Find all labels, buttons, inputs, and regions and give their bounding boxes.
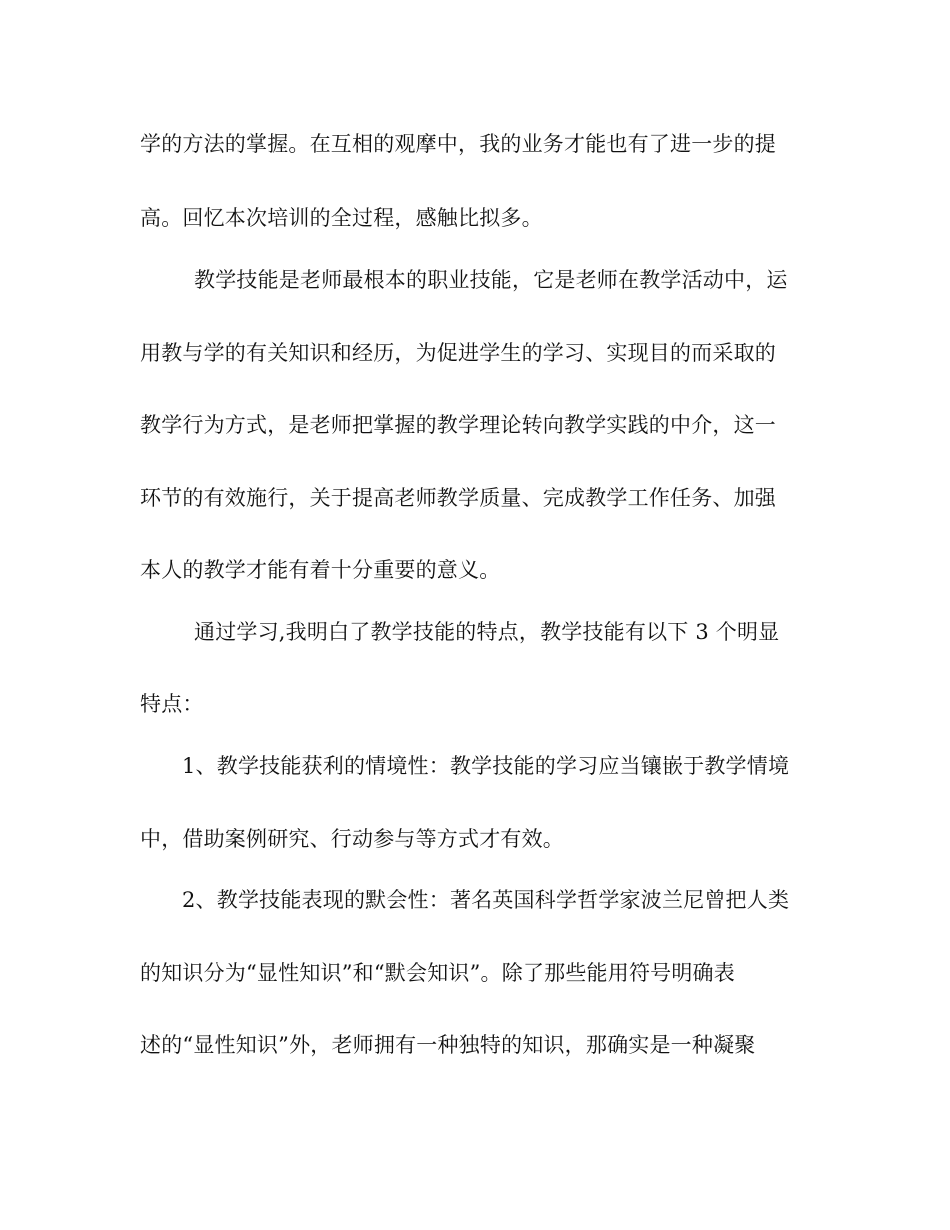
text-line: 特点： — [140, 692, 204, 716]
text-line: 本人的教学才能有着十分重要的意义。 — [140, 558, 501, 582]
text-line: 高。回忆本次培训的全过程，感触比拟多。 — [140, 206, 543, 230]
paragraph-start-line: 教学技能是老师最根本的职业技能，它是老师在教学活动中，运 — [194, 268, 788, 292]
text-line: 用教与学的有关知识和经历，为促进学生的学习、实现目的而采取的 — [140, 341, 776, 365]
text-line: 教学行为方式，是老师把掌握的教学理论转向教学实践的中介，这一 — [140, 413, 776, 437]
text-line: 学的方法的掌握。在互相的观摩中，我的业务才能也有了进一步的提 — [140, 132, 776, 156]
list-item-line: 2、教学技能表现的默会性：著名英国科学哲学家波兰尼曾把人类 — [182, 888, 790, 912]
paragraph-start-line: 通过学习,我明白了教学技能的特点，教学技能有以下 3 个明显 — [194, 620, 780, 644]
text-line: 中，借助案例研究、行动参与等方式才有效。 — [140, 827, 564, 851]
text-line: 述的“显性知识”外，老师拥有一种独特的知识，那确实是一种凝聚 — [140, 1033, 756, 1057]
list-item-line: 1、教学技能获利的情境性：教学技能的学习应当镶嵌于教学情境 — [182, 754, 790, 778]
text-line: 环节的有效施行，关于提高老师教学质量、完成教学工作任务、加强 — [140, 486, 776, 510]
text-line: 的知识分为“显性知识”和“默会知识”。除了那些能用符号明确表 — [140, 961, 735, 985]
